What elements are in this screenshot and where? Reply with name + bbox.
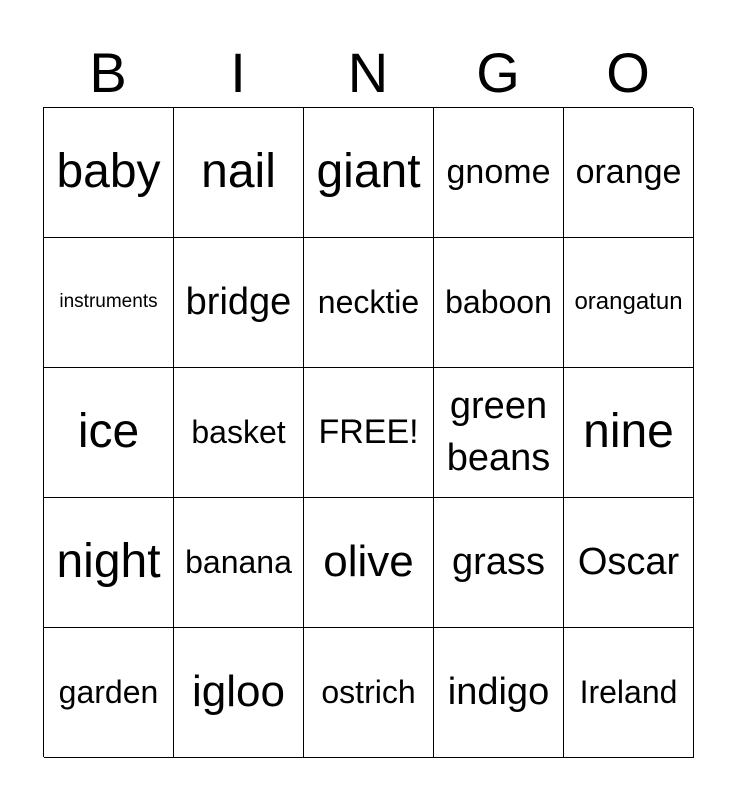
bingo-cell[interactable] bbox=[564, 108, 694, 238]
cell-text: ostrich bbox=[321, 673, 416, 710]
bingo-cell[interactable] bbox=[44, 498, 174, 628]
cell-text: basket bbox=[191, 413, 286, 450]
bingo-cell[interactable] bbox=[44, 368, 174, 498]
bingo-board bbox=[43, 107, 693, 757]
cell-text: nail bbox=[201, 145, 276, 199]
bingo-cell[interactable] bbox=[44, 628, 174, 758]
header-letter-i: I bbox=[230, 41, 246, 104]
cell-text: ice bbox=[77, 405, 140, 459]
cell-text: olive bbox=[323, 537, 414, 587]
bingo-cell[interactable] bbox=[434, 238, 564, 368]
cell-text: night bbox=[56, 535, 161, 589]
cell-text: orangatun bbox=[574, 288, 683, 316]
bingo-cell[interactable] bbox=[434, 108, 564, 238]
header-letter-g: G bbox=[476, 41, 520, 104]
cell-text: grass bbox=[452, 540, 545, 583]
header-letter-b: B bbox=[89, 41, 127, 104]
header-letter-o: O bbox=[606, 41, 650, 104]
bingo-header bbox=[43, 38, 693, 108]
cell-text: baby bbox=[56, 145, 161, 199]
cell-text: igloo bbox=[192, 667, 285, 717]
bingo-cell[interactable] bbox=[564, 628, 694, 758]
cell-text: instruments bbox=[59, 291, 158, 313]
cell-text: orange bbox=[575, 152, 682, 191]
bingo-cell[interactable] bbox=[564, 498, 694, 628]
bingo-cell[interactable] bbox=[304, 238, 434, 368]
cell-text: nine bbox=[583, 405, 674, 459]
cell-text: bridge bbox=[185, 280, 292, 323]
bingo-cell[interactable] bbox=[564, 368, 694, 498]
free-space[interactable] bbox=[304, 368, 434, 498]
cell-text: giant bbox=[316, 145, 421, 199]
cell-text: FREE! bbox=[318, 412, 419, 451]
cell-text: gnome bbox=[446, 152, 551, 191]
cell-text: garden bbox=[58, 673, 159, 710]
bingo-cell[interactable] bbox=[174, 368, 304, 498]
cell-text: Ireland bbox=[579, 673, 678, 710]
bingo-cell[interactable] bbox=[564, 238, 694, 368]
cell-text: Oscar bbox=[577, 540, 680, 583]
bingo-cell[interactable] bbox=[434, 368, 564, 498]
bingo-cell[interactable] bbox=[304, 628, 434, 758]
bingo-cell[interactable] bbox=[44, 108, 174, 238]
cell-text: green beans bbox=[446, 385, 551, 479]
cell-text: banana bbox=[185, 543, 292, 580]
bingo-cell[interactable] bbox=[174, 108, 304, 238]
bingo-cell[interactable] bbox=[304, 498, 434, 628]
cell-text: indigo bbox=[447, 670, 550, 713]
header-letter-n: N bbox=[347, 41, 389, 104]
bingo-cell[interactable] bbox=[174, 238, 304, 368]
bingo-cell[interactable] bbox=[434, 628, 564, 758]
cell-text: necktie bbox=[317, 283, 420, 320]
bingo-cell[interactable] bbox=[304, 108, 434, 238]
bingo-cell[interactable] bbox=[174, 628, 304, 758]
bingo-cell[interactable] bbox=[434, 498, 564, 628]
bingo-cell[interactable] bbox=[174, 498, 304, 628]
cell-text: baboon bbox=[445, 283, 552, 320]
bingo-cell[interactable] bbox=[44, 238, 174, 368]
